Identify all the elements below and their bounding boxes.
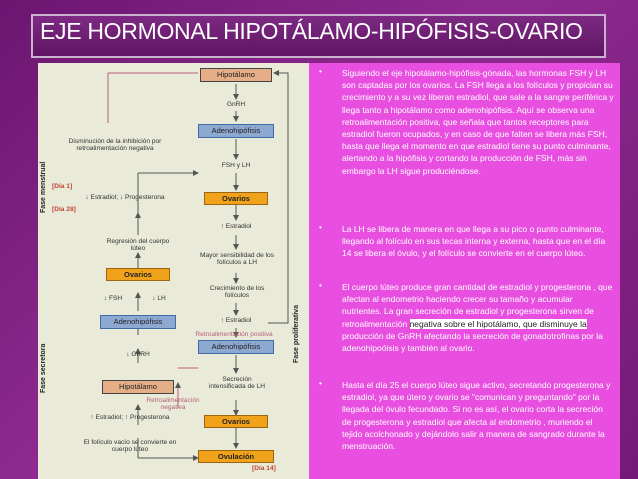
foliculo-vacio-label: El folículo vacío se convierte en cuerpo lúteo: [83, 439, 177, 454]
day-14-label: [Día 14]: [252, 465, 276, 472]
bullet-marker: •: [319, 67, 322, 76]
mayor-sensibilidad-label: Mayor sensibilidad de los folículos a LH: [199, 252, 275, 267]
secrecion-lh-label: Secreción intensificada de LH: [208, 376, 266, 391]
bullet-marker: •: [319, 281, 322, 290]
gnrh-top-label: GnRH: [226, 101, 246, 108]
adenohipofisis-left-box: Adenohipófisis: [100, 315, 176, 329]
gnrh-down-label: ↓ GnRH: [126, 351, 150, 358]
lh-down-label: ↓ LH: [152, 295, 166, 302]
crecimiento-label: Crecimiento de los folículos: [209, 285, 265, 300]
fsh-lh-label: FSH y LH: [221, 162, 251, 169]
bullet-3-text-after: producción de GnRH afectando la secreción de gonadotrofinas por la adenohipoóisis y también al ovario.: [342, 330, 603, 354]
bullet-3-highlight: negativa sobre el hipotálamo, que disminuye la: [409, 318, 587, 329]
hormonal-axis-diagram: [38, 63, 309, 479]
hipotalamo-top-box: Hipotálamo: [200, 68, 272, 82]
day-1-label: [Día 1]: [52, 183, 73, 190]
estradiol-prog-up-label: ↑ Estradiol; ↑ Progesterona: [90, 414, 170, 421]
bullet-text-2: La LH se libera de manera en que llega a su pico o punto culminante, llegando al folículo en sus tecas interna y externa, hasta que en el día 14 se libera el óvulo, y el folículo se convierte en el cuerpo lúteo.: [342, 224, 606, 259]
adenohipofisis-right-box: Adenohipófisis: [198, 340, 274, 354]
ovulacion-box: Ovulación: [198, 450, 274, 463]
estradiol-up-label: ↑ Estradiol: [220, 223, 252, 230]
adenohipofisis-top-box: Adenohipófisis: [198, 124, 274, 138]
ovarios-bottom-box: Ovarios: [204, 415, 268, 428]
bullet-3-text-before: El cuerpo lúteo produce gran cantidad de estradiol y progesterona , que afectan al endometrio haciendo crecer su tamaño y acumular nutrientes. La gran secreción de estradiol y progesterona sirven de retroalimentación: [342, 282, 613, 329]
hipotalamo-left-box: Hipotálamo: [102, 380, 174, 394]
disminucion-label: Disminución de la inhibición por retroalimentación negativa: [68, 138, 162, 153]
ovarios-left-box: Ovarios: [106, 268, 170, 281]
bullet-text-1: Siguiendo el eje hipotálamo-hipófisis-gónada, las hormonas FSH y LH son captadas por los ovarios. La FSH llega a los folículos y propician su crecimiento y a su vez liberan estradiol, que sale a la sangre periférica y llega tanto a hipotálamo como adenohipófisis. Aquí se observa una retroalimentación positiva, que señala que tantos receptores para estradiol fueron ocupados, y en caso de que falten se libera más FSH, hasta que llega el momento en que estradiol tiene su punto culminante, alertando a la hipófisis y cortando la producción de FSH, más sin embargo la LH sigue produciéndose.: [342, 68, 614, 176]
ovarios-right-box: Ovarios: [204, 192, 268, 205]
regresion-label: Regresión del cuerpo lúteo: [106, 238, 170, 253]
retro-positiva-label: Retroalimentación positiva: [195, 331, 273, 338]
bullet-text-3: [342, 281, 614, 354]
text-panel: [309, 63, 620, 479]
bullet-marker: •: [319, 223, 322, 232]
bullet-marker: •: [319, 379, 322, 388]
retro-negativa-label: Retroalimentación negativa: [146, 397, 200, 412]
bullet-text-4: Hasta el día 25 el cuerpo lúteo sigue activo, secretando progesterona y estradiol, ya que útero y ovario se "comunican y preguntando" por la llegada del óvulo fecundado. Si no es así, el ovario corta la secreción de progesterona y estradiol que afecta al endometrio , muriendo el tejido acolchonado y dejándolo salir a manera de sangrado durante la menstruación.: [342, 380, 611, 452]
day-28-label: [Día 28]: [52, 206, 76, 213]
estradiol-up2-label: ↑ Estradiol: [220, 317, 252, 324]
phase-label-secretora: Fase secretora: [40, 343, 47, 393]
phase-label-menstrual: Fase menstrual: [40, 161, 47, 213]
fsh-down-label: ↓ FSH: [103, 295, 123, 302]
slide-title: EJE HORMONAL HIPOTÁLAMO-HIPÓFISIS-OVARIO: [40, 18, 583, 44]
estradiol-prog-down-label: ↓ Estradiol; ↓ Progesterona: [85, 194, 165, 201]
phase-label-proliferativa: Fase proliferativa: [293, 305, 300, 363]
